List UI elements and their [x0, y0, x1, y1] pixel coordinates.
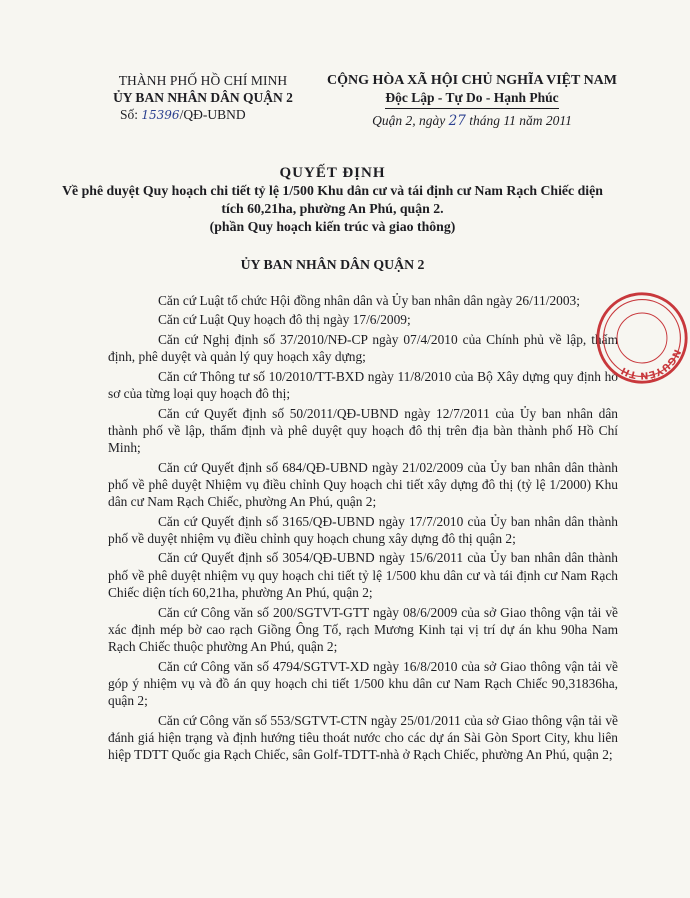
legal-basis-paragraph: Căn cứ Luật tổ chức Hội đồng nhân dân và Ủy ban nhân dân ngày 26/11/2003; [158, 293, 580, 308]
decision-scope: (phần Quy hoạch kiến trúc và giao thông) [209, 219, 456, 234]
legal-basis-list [108, 292, 618, 766]
number-prefix: Số: [120, 107, 142, 122]
nation-name: CỘNG HÒA XÃ HỘI CHỦ NGHĨA VIỆT NAM [326, 73, 617, 88]
decision-subject: Về phê duyệt Quy hoạch chi tiết tỷ lệ 1/500 Khu dân cư và tái định cư Nam Rạch Chiếc diện tích 60,21ha, phường An Phú, quận 2. [62, 183, 603, 216]
stamp-text: NGUYỄN TH [619, 347, 683, 381]
date-day-handwritten: 27 [448, 113, 466, 129]
legal-basis-paragraph: Căn cứ Công văn số 200/SGTVT-GTT ngày 08/6/2009 của sở Giao thông vận tải về xác định mép bờ cao rạch Giồng Ông Tố, rạch Mương Kinh tại vị trí dự án khu 90ha Nam Rạch Chiếc thuộc phường An Phú, quận 2; [108, 604, 618, 655]
national-header-block [322, 72, 622, 131]
document-date [322, 111, 622, 131]
legal-basis-paragraph: Căn cứ Quyết định số 3054/QĐ-UBND ngày 15/6/2011 của Ủy ban nhân dân thành phố về phê duyệt nhiệm vụ quy hoạch chi tiết tỷ lệ 1/500 khu dân cư và tái định cư Nam Rạch Chiếc diện tích 60,21ha, phường An Phú, quận 2; [108, 550, 618, 601]
number-suffix: /QĐ-UBND [179, 107, 246, 122]
legal-basis-paragraph: Căn cứ Công văn số 553/SGTVT-CTN ngày 25/01/2011 của sở Giao thông vận tải về đánh giá hiện trạng và định hướng tiêu thoát nước cho các dự án Sài Gòn Sport City, khu liên hiệp TDTT Quốc gia Rạch Chiếc, sân Golf-TDTT-nhà ở Rạch Chiếc, phường An Phú, quận 2; [108, 712, 618, 763]
red-seal-stamp [594, 290, 690, 386]
legal-basis-paragraph: Căn cứ Thông tư số 10/2010/TT-BXD ngày 11/8/2010 của Bộ Xây dựng quy định hồ sơ của từng loại quy hoạch đô thị; [108, 368, 618, 402]
legal-basis-paragraph: Căn cứ Nghị định số 37/2010/NĐ-CP ngày 07/4/2010 của Chính phủ về lập, thẩm định, phê duyệt và quản lý quy hoạch xây dựng; [108, 331, 618, 365]
legal-basis-paragraph: Căn cứ Luật Quy hoạch đô thị ngày 17/6/2009; [158, 312, 411, 328]
legal-basis-paragraph: Căn cứ Công văn số 4794/SGTVT-XD ngày 16/8/2010 của sở Giao thông vận tải về góp ý nhiệm vụ và đồ án quy hoạch chi tiết 1/500 khu dân cư Nam Rạch Chiếc 90,31836ha, quận 2; [108, 658, 618, 709]
city-name: THÀNH PHỐ HỒ CHÍ MINH [118, 73, 288, 88]
document-number [88, 106, 318, 124]
svg-text:NGUYỄN TH [620, 348, 683, 382]
number-handwritten: 15396 [141, 108, 180, 122]
decision-title-block [60, 164, 605, 236]
decision-heading: QUYẾT ĐỊNH [279, 165, 386, 181]
issuer-heading: ỦY BAN NHÂN DÂN QUẬN 2 [240, 257, 425, 272]
committee-name: ỦY BAN NHÂN DÂN QUẬN 2 [113, 90, 293, 105]
national-motto: Độc Lập - Tự Do - Hạnh Phúc [385, 89, 558, 109]
legal-basis-paragraph: Căn cứ Quyết định số 3165/QĐ-UBND ngày 17/7/2010 của Ủy ban nhân dân thành phố về duyệt nhiệm vụ điều chỉnh quy hoạch chung xây dựng đô thị quận 2; [108, 513, 618, 546]
date-suffix: tháng 11 năm 2011 [465, 113, 572, 128]
issuing-authority-block [88, 72, 318, 124]
legal-basis-paragraph: Căn cứ Quyết định số 684/QĐ-UBND ngày 21/02/2009 của Ủy ban nhân dân thành phố về phê duyệt Nhiệm vụ điều chỉnh Quy hoạch chi tiết xây dựng đô thị (tỷ lệ 1/2000) Khu dân cư Nam Rạch Chiếc, phường An Phú, quận 2; [108, 459, 618, 510]
date-prefix: Quận 2, ngày [372, 113, 449, 128]
legal-basis-paragraph: Căn cứ Quyết định số 50/2011/QĐ-UBND ngày 12/7/2011 của Ủy ban nhân dân thành phố về lập, thẩm định và phê duyệt quy hoạch đô thị trên địa bàn thành phố Hồ Chí Minh; [108, 405, 618, 456]
